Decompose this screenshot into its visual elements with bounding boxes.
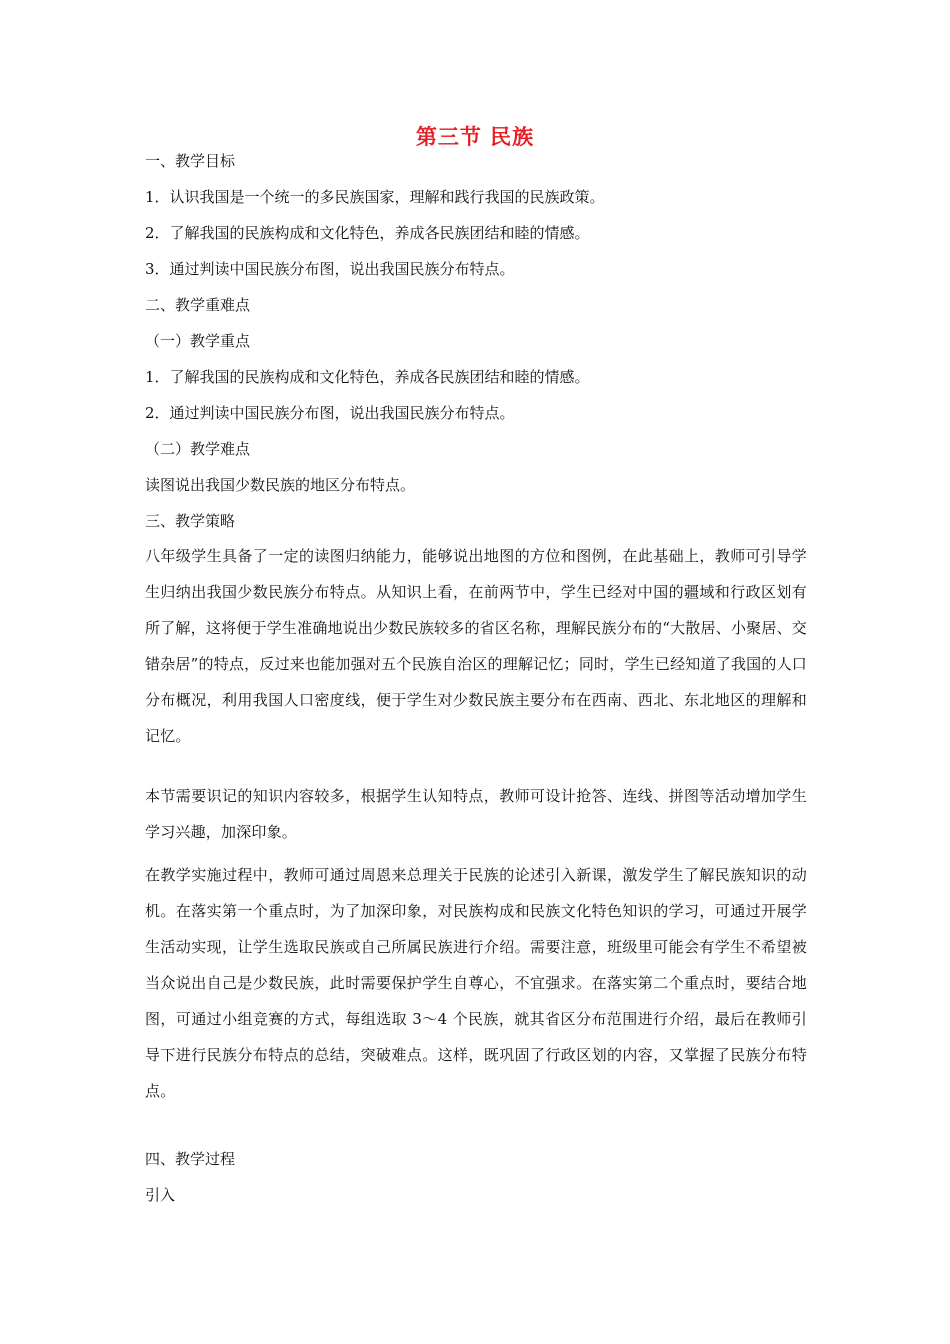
goal-item-3: 3．通过判读中国民族分布图，说出我国民族分布特点。	[145, 260, 515, 278]
difficult-item-1: 读图说出我国少数民族的地区分布特点。	[145, 476, 416, 494]
section-heading-goals: 一、教学目标	[145, 152, 236, 170]
goal-item-2: 2．了解我国的民族构成和文化特色，养成各民族团结和睦的情感。	[145, 224, 590, 242]
strategy-paragraph-3: 在教学实施过程中，教师可通过周恩来总理关于民族的论述引入新课，激发学生了解民族知识的动机。在落实第一个重点时，为了加深印象，对民族构成和民族文化特色知识的学习，可通过开展学生活动实现，让学生选取民族或自己所属民族进行介绍。需要注意，班级里可能会有学生不希望被当众说出自己是少数民族，此时需要保护学生自尊心，不宜强求。在落实第二个重点时，要结合地图，可通过小组竞赛的方式，每组选取 3～4 个民族，就其省区分布范围进行介绍，最后在教师引导下进行民族分布特点的总结，突破难点。这样，既巩固了行政区划的内容，又掌握了民族分布特点。	[145, 866, 807, 1100]
subheading-difficult: （二）教学难点	[145, 440, 251, 458]
strategy-paragraph-2: 本节需要识记的知识内容较多，根据学生认知特点，教师可设计抢答、连线、拼图等活动增加学生学习兴趣，加深印象。	[145, 787, 807, 841]
intro-label: 引入	[145, 1186, 176, 1204]
subheading-key: （一）教学重点	[145, 332, 251, 350]
section-heading-process: 四、教学过程	[145, 1150, 236, 1168]
key-item-2: 2．通过判读中国民族分布图，说出我国民族分布特点。	[145, 404, 515, 422]
key-item-1: 1．了解我国的民族构成和文化特色，养成各民族团结和睦的情感。	[145, 368, 590, 386]
goal-item-1: 1．认识我国是一个统一的多民族国家，理解和践行我国的民族政策。	[145, 188, 605, 206]
strategy-paragraph-1: 八年级学生具备了一定的读图归纳能力，能够说出地图的方位和图例，在此基础上，教师可引导学生归纳出我国少数民族分布特点。从知识上看，在前两节中，学生已经对中国的疆域和行政区划有所了解，这将便于学生准确地说出少数民族较多的省区名称，理解民族分布的“大散居、小聚居、交错杂居”的特点，反过来也能加强对五个民族自治区的理解记忆；同时，学生已经知道了我国的人口分布概况，利用我国人口密度线，便于学生对少数民族主要分布在西南、西北、东北地区的理解和记忆。	[145, 547, 807, 745]
section-heading-keypoints: 二、教学重难点	[145, 296, 251, 314]
page-title: 第三节 民族	[415, 125, 535, 149]
section-heading-strategy: 三、教学策略	[145, 512, 236, 530]
